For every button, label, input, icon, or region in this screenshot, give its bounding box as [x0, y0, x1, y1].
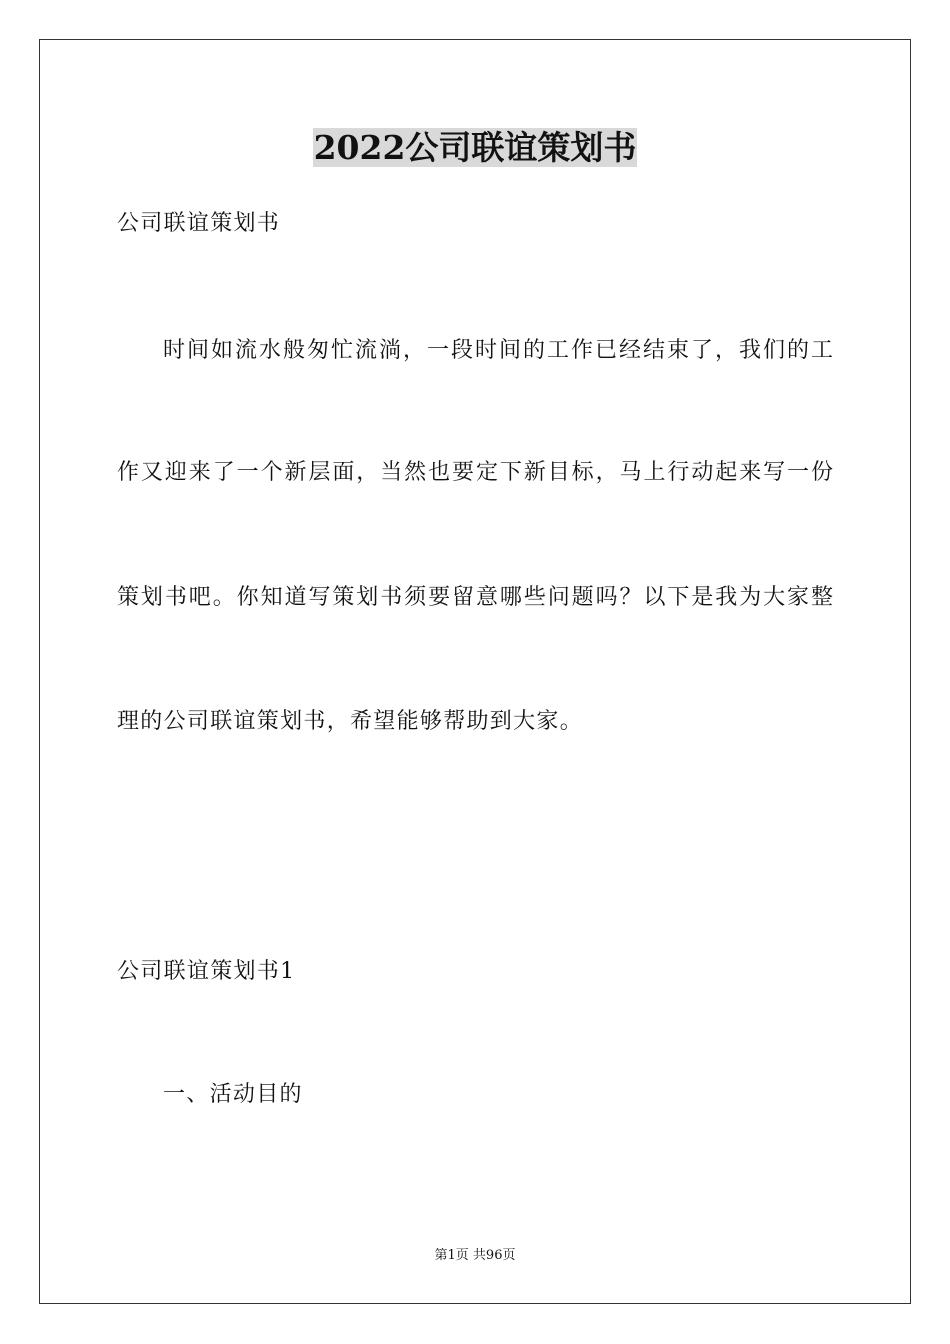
document-subtitle: 公司联谊策划书: [117, 211, 281, 236]
document-title-text: 2022公司联谊策划书: [313, 128, 637, 167]
page-number-footer: 第1页 共96页: [434, 1248, 516, 1263]
intro-line-2: 作又迎来了一个新层面，当然也要定下新目标，马上行动起来写一份: [117, 460, 833, 485]
intro-line-3: 策划书吧。你知道写策划书须要留意哪些问题吗？以下是我为大家整: [117, 585, 833, 610]
section-title: 公司联谊策划书1: [117, 959, 296, 984]
intro-line-1: 时间如流水般匆忙流淌，一段时间的工作已经结束了，我们的工: [163, 338, 833, 363]
section-heading: 一、活动目的: [163, 1082, 303, 1107]
document-title: [0, 126, 950, 170]
intro-line-4: 理的公司联谊策划书，希望能够帮助到大家。: [117, 709, 584, 734]
